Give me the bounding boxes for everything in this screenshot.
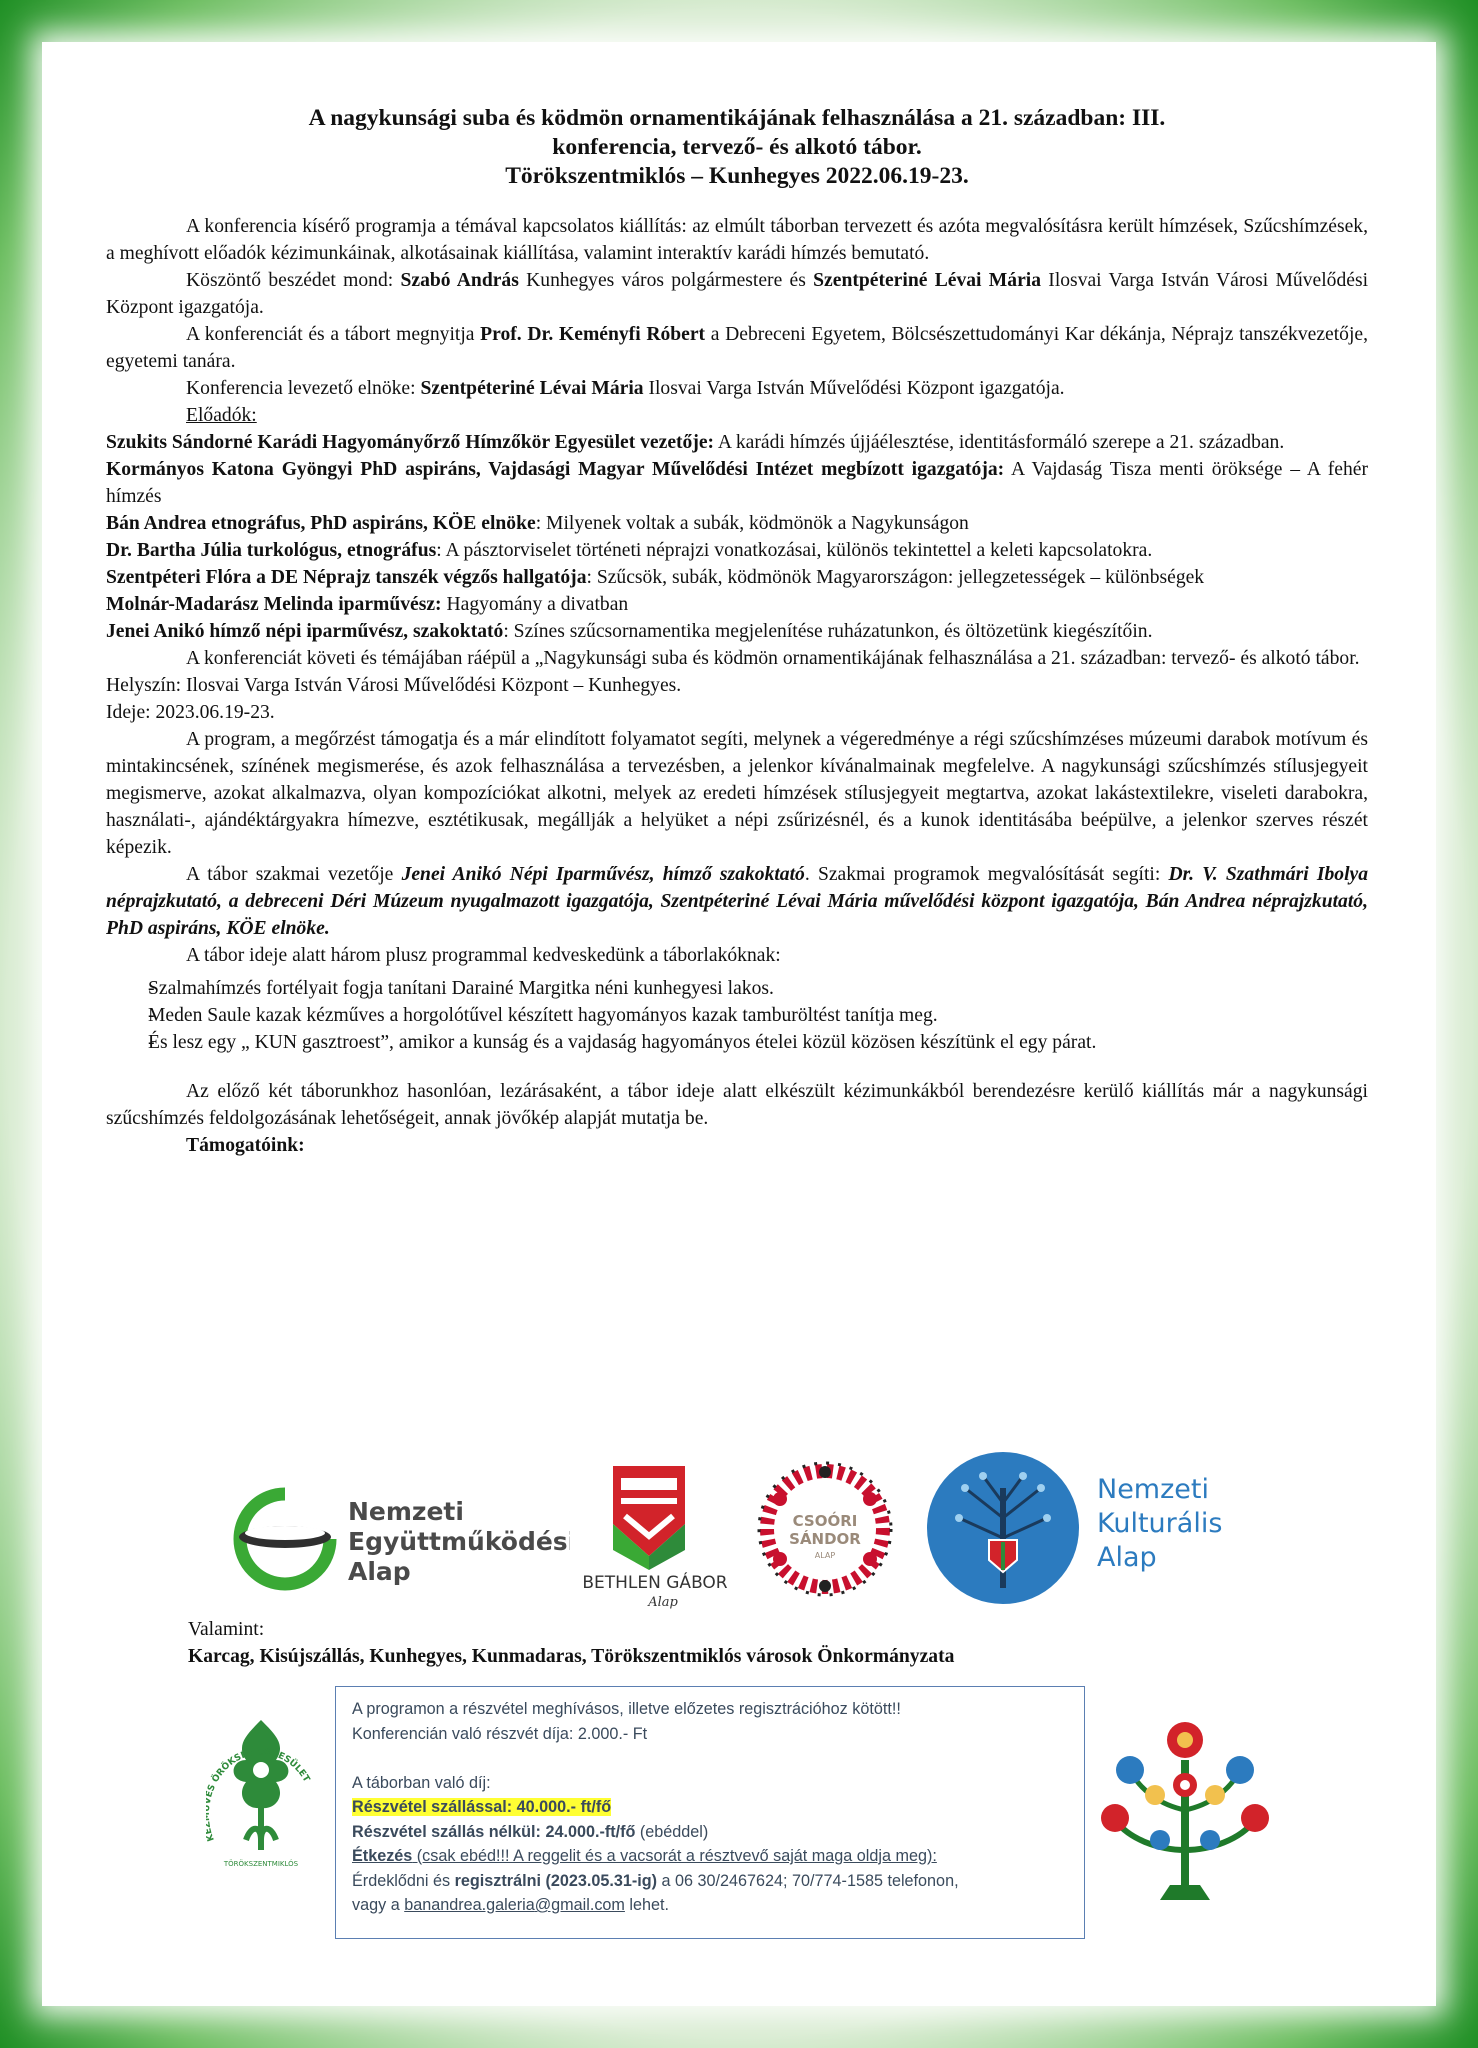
speaker-item: [106, 591, 1368, 618]
info-spacer: [352, 1746, 1068, 1771]
bethlen-shield-icon: [575, 1460, 735, 1610]
text: Érdeklődni és: [352, 1871, 455, 1890]
info-line: A programon a részvétel meghívásos, illetve előzetes regisztrációhoz kötött!!: [352, 1700, 901, 1718]
csoori-logo: [750, 1454, 900, 1604]
speaker-name: Szentpéteri Flóra a DE Néprajz tanszék végzős hallgatója: [106, 567, 587, 588]
speaker-item: [106, 537, 1368, 564]
emblem-sub-text: TÖRÖKSZENTMIKLÓS: [223, 1860, 299, 1868]
csa-line-3: ALAP: [814, 1551, 836, 1560]
supporters-heading: [106, 1132, 1368, 1159]
csoori-wreath-icon: [750, 1454, 900, 1604]
speaker-item: [106, 618, 1368, 645]
info-line: A táborban való díj:: [352, 1773, 491, 1792]
list-item: - És lesz egy „ KUN gasztroest”, amikor a kunság és a vajdaság hagyományos ételei közül közösen készítünk el egy párat.: [106, 1029, 1368, 1056]
text: lehet.: [624, 1896, 670, 1914]
nea-emblem-icon: [230, 1482, 570, 1592]
speaker-item: [106, 564, 1368, 591]
nea-logo: [230, 1482, 570, 1592]
speaker-item: [106, 456, 1368, 510]
nka-line-3: Alap: [1097, 1542, 1157, 1573]
nka-logo: [925, 1448, 1255, 1608]
also-supporters: [188, 1616, 954, 1670]
bga-logo: [575, 1460, 735, 1610]
leader-name: Jenei Anikó Népi Iparművész, hímző szakoktató: [401, 864, 805, 885]
mayor-name: Szabó András: [400, 270, 519, 291]
director-name: Szentpéteriné Lévai Mária: [813, 270, 1042, 291]
speaker-topic: : Szűcsök, subák, ködmönök Magyarországon: jellegzetességek – különbségek: [586, 567, 1205, 588]
bga-name: BETHLEN GÁBOR: [582, 1573, 728, 1593]
text: vagy a: [352, 1896, 405, 1914]
email-domain: @gmail.com: [534, 1896, 625, 1914]
speaker-topic: : Milyenek voltak a subák, ködmönök a Nagykunságon: [535, 513, 969, 534]
speaker-name: Szukits Sándorné Karádi Hagyományőrző Hímzőkör Egyesület vezetője:: [106, 432, 715, 453]
info-line: [352, 1844, 1068, 1869]
price-without-lodging: Részvétel szállás nélkül: 24.000.-ft/fő: [352, 1822, 636, 1841]
info-line: [352, 1795, 1068, 1820]
association-emblem-icon: [206, 1700, 316, 1870]
info-line: Konferencián való részvét díja: 2.000.- Ft: [352, 1724, 648, 1743]
speaker-topic: : Színes szűcsornamentika megjelenítése ruházatunkon, és öltözetünk kiegészítőin.: [503, 621, 1153, 642]
email-link[interactable]: [404, 1896, 625, 1914]
email-user: banandrea.galeria: [404, 1896, 535, 1914]
speaker-name: Jenei Anikó hímző népi iparművész, szakoktató: [106, 621, 504, 642]
speaker-topic: A Vajdaság Tisza menti öröksége – A fehér hímzés: [106, 459, 1368, 507]
text: Ilosvai Varga István Városi Művelődési Központ igazgatója.: [106, 270, 1369, 318]
text: a Debreceni Egyetem, Bölcsészettudományi Kar dékánja, Néprajz tanszékvezetője, egyetemi tanára.: [106, 324, 1369, 372]
also-label: Valamint:: [188, 1619, 265, 1640]
info-line: [352, 1869, 1068, 1894]
speaker-name: Kormányos Katona Gyöngyi PhD aspiráns, Vajdasági Magyar Művelődési Intézet megbízott igazgatója:: [106, 459, 1005, 480]
speaker-name: Bán Andrea etnográfus, PhD aspiráns, KÖE elnöke: [106, 513, 536, 534]
nka-line-1: Nemzeti: [1097, 1474, 1209, 1505]
chair-name: Szentpéteriné Lévai Mária: [420, 378, 644, 399]
nea-line-1: Nemzeti: [348, 1497, 464, 1526]
info-line: [352, 1820, 1068, 1845]
folk-tree-emblem: [1100, 1700, 1270, 1910]
supporters-label: Támogatóink:: [186, 1135, 305, 1156]
text: (csak ebéd!!! A reggelit és a vacsorát a résztvevő saját maga oldja meg):: [412, 1847, 937, 1865]
camp-location: Helyszín: Ilosvai Varga István Városi Művelődési Központ – Kunhegyes.: [106, 675, 682, 696]
speakers-label: Előadók:: [186, 405, 257, 426]
text: Konferencia levezető elnöke:: [186, 378, 421, 399]
text: Kunhegyes város polgármestere és: [518, 270, 814, 291]
registration-deadline: regisztrálni (2023.05.31-ig): [454, 1871, 658, 1890]
text: Köszöntő beszédet mond:: [186, 270, 401, 291]
text: . Szakmai programok megvalósítását segíti:: [804, 864, 1169, 885]
speaker-topic: : A pásztorviselet történeti néprajzi vonatkozásai, különös tekintettel a keleti kapcsolatokra.: [436, 540, 1153, 561]
text: (ebéddel): [635, 1822, 709, 1841]
camp-program-paragraph: A program, a megőrzést támogatja és a már elindított folyamatot segíti, melynek a végeredménye a régi szűcshímzéses múzeumi darabok motívum és mintakincsének, színének megismerése, és azok felhasználása a tervezésben, a jelenkor kívánalmainak megfelelve. A nagykunsági szűcshímzés stílusjegyeit megismerve, azokat alkalmazva, olyan kompozíciókat alkotni, melyek az eredeti hímzések stílusjegyeit megtartva, azokat lakástextilekre, viseleti darabokra, használati-, ajándéktárgyakra hímezve, esztétikusak, megállják a helyüket a népi zsűrizésnél, és a kunok identitásába beépülve, a jelenkor szerves részét képezik.: [106, 729, 1368, 858]
extras-intro: A tábor ideje alatt három plusz programmal kedveskedünk a táborlakóknak:: [186, 945, 781, 966]
opening-paragraph: [106, 321, 1368, 375]
emblem-arc-text: K S ÖRÖKSÉG EGYESÜLET: [206, 1747, 312, 1843]
nea-line-2: Együttműködési: [348, 1527, 570, 1556]
supporter-logos: [230, 1448, 1280, 1618]
csa-line-1: CSOÓRI: [792, 1512, 858, 1530]
title-line-3: Törökszentmiklós – Kunhegyes 2022.06.19-23.: [505, 163, 969, 189]
csa-line-2: SÁNDOR: [789, 1530, 861, 1548]
closing-paragraph: Az előző két táborunkhoz hasonlóan, lezárásaként, a tábor ideje alatt elkészült kézimunkákból berendezésre kerülő kiállítás már a nagykunsági szűcshímzés feldolgozásának lehetőségeit, annak jövőkép alapját mutatja be.: [106, 1081, 1368, 1129]
speakers-list: [106, 429, 1368, 645]
speaker-topic: Hagyomány a divatban: [441, 594, 629, 615]
text: A konferenciát és a tábort megnyitja: [186, 324, 481, 345]
document-body: [106, 104, 1368, 1159]
extras-list: [106, 975, 1368, 1056]
nka-line-2: Kulturális: [1097, 1508, 1223, 1539]
speaker-item: [106, 510, 1368, 537]
speaker-item: [106, 429, 1368, 456]
camp-leader-paragraph: [106, 861, 1368, 942]
chair-paragraph: [106, 375, 1368, 402]
bga-sub: Alap: [648, 1595, 678, 1610]
phone-numbers: a 06 30/2467624; 70/774-1585 telefonon,: [657, 1871, 959, 1890]
list-item: - Szalmahímzés fortélyait fogja tanítani Darainé Margitka néni kunhegyesi lakos.: [106, 975, 1368, 1002]
folk-tree-icon: [1100, 1700, 1270, 1910]
intro-paragraph: A konferencia kísérő programja a témával kapcsolatos kiállítás: az elmúlt táborban tervezett és azóta megvalósításra került hímzések, Szűcshímzések, a meghívott előadók kézimunkáinak, alkotásainak kiállítása, valamint interaktív karádi hímzés bemutató.: [106, 216, 1368, 264]
towns-text: Karcag, Kisújszállás, Kunhegyes, Kunmadaras, Törökszentmiklós városok Önkormányzata: [188, 1646, 955, 1667]
registration-info-box: [335, 1686, 1085, 1939]
speakers-heading: [106, 402, 1368, 429]
price-with-lodging: Részvétel szállással: 40.000.- ft/fő: [352, 1798, 612, 1816]
camp-intro-paragraph: A konferenciát követi és témájában ráépül a „Nagykunsági suba és ködmön ornamentikájának felhasználása a 21. században: tervező- és alkotó tábor.: [186, 648, 1360, 669]
meals-label: Étkezés: [352, 1847, 413, 1865]
helpers-names: Dr. V. Szathmári Ibolya néprajzkutató, a debreceni Déri Múzeum nyugalmazott igazgatója, Szentpéteriné Lévai Mária művelődési központ igazgatója, Bán Andrea néprajzkutató, PhD aspiráns, KÖE elnöke.: [106, 864, 1369, 939]
page-title: [106, 104, 1368, 191]
nea-line-3: Alap: [348, 1557, 411, 1586]
speaker-name: Molnár-Madarász Melinda iparművész:: [106, 594, 442, 615]
text: A tábor szakmai vezetője: [186, 864, 402, 885]
speaker-name: Dr. Bartha Júlia turkológus, etnográfus: [106, 540, 437, 561]
dean-name: Prof. Dr. Keményfi Róbert: [480, 324, 706, 345]
title-line-2: konferencia, tervező- és alkotó tábor.: [552, 134, 922, 160]
info-line: [352, 1893, 1068, 1918]
nka-tree-icon: [925, 1448, 1255, 1608]
association-emblem: [206, 1700, 316, 1870]
speaker-topic: A karádi hímzés újjáélesztése, identitásformáló szerepe a 21. században.: [714, 432, 1285, 453]
welcome-paragraph: [106, 267, 1368, 321]
list-item: - Meden Saule kazak kézműves a horgolótűvel készített hagyományos kazak tamburöltést tanítja meg.: [106, 1002, 1368, 1029]
text: Ilosvai Varga István Művelődési Központ igazgatója.: [643, 378, 1065, 399]
title-line-1: A nagykunsági suba és ködmön ornamentikájának felhasználása a 21. században: III.: [308, 105, 1166, 131]
camp-date: Ideje: 2023.06.19-23.: [106, 702, 275, 723]
